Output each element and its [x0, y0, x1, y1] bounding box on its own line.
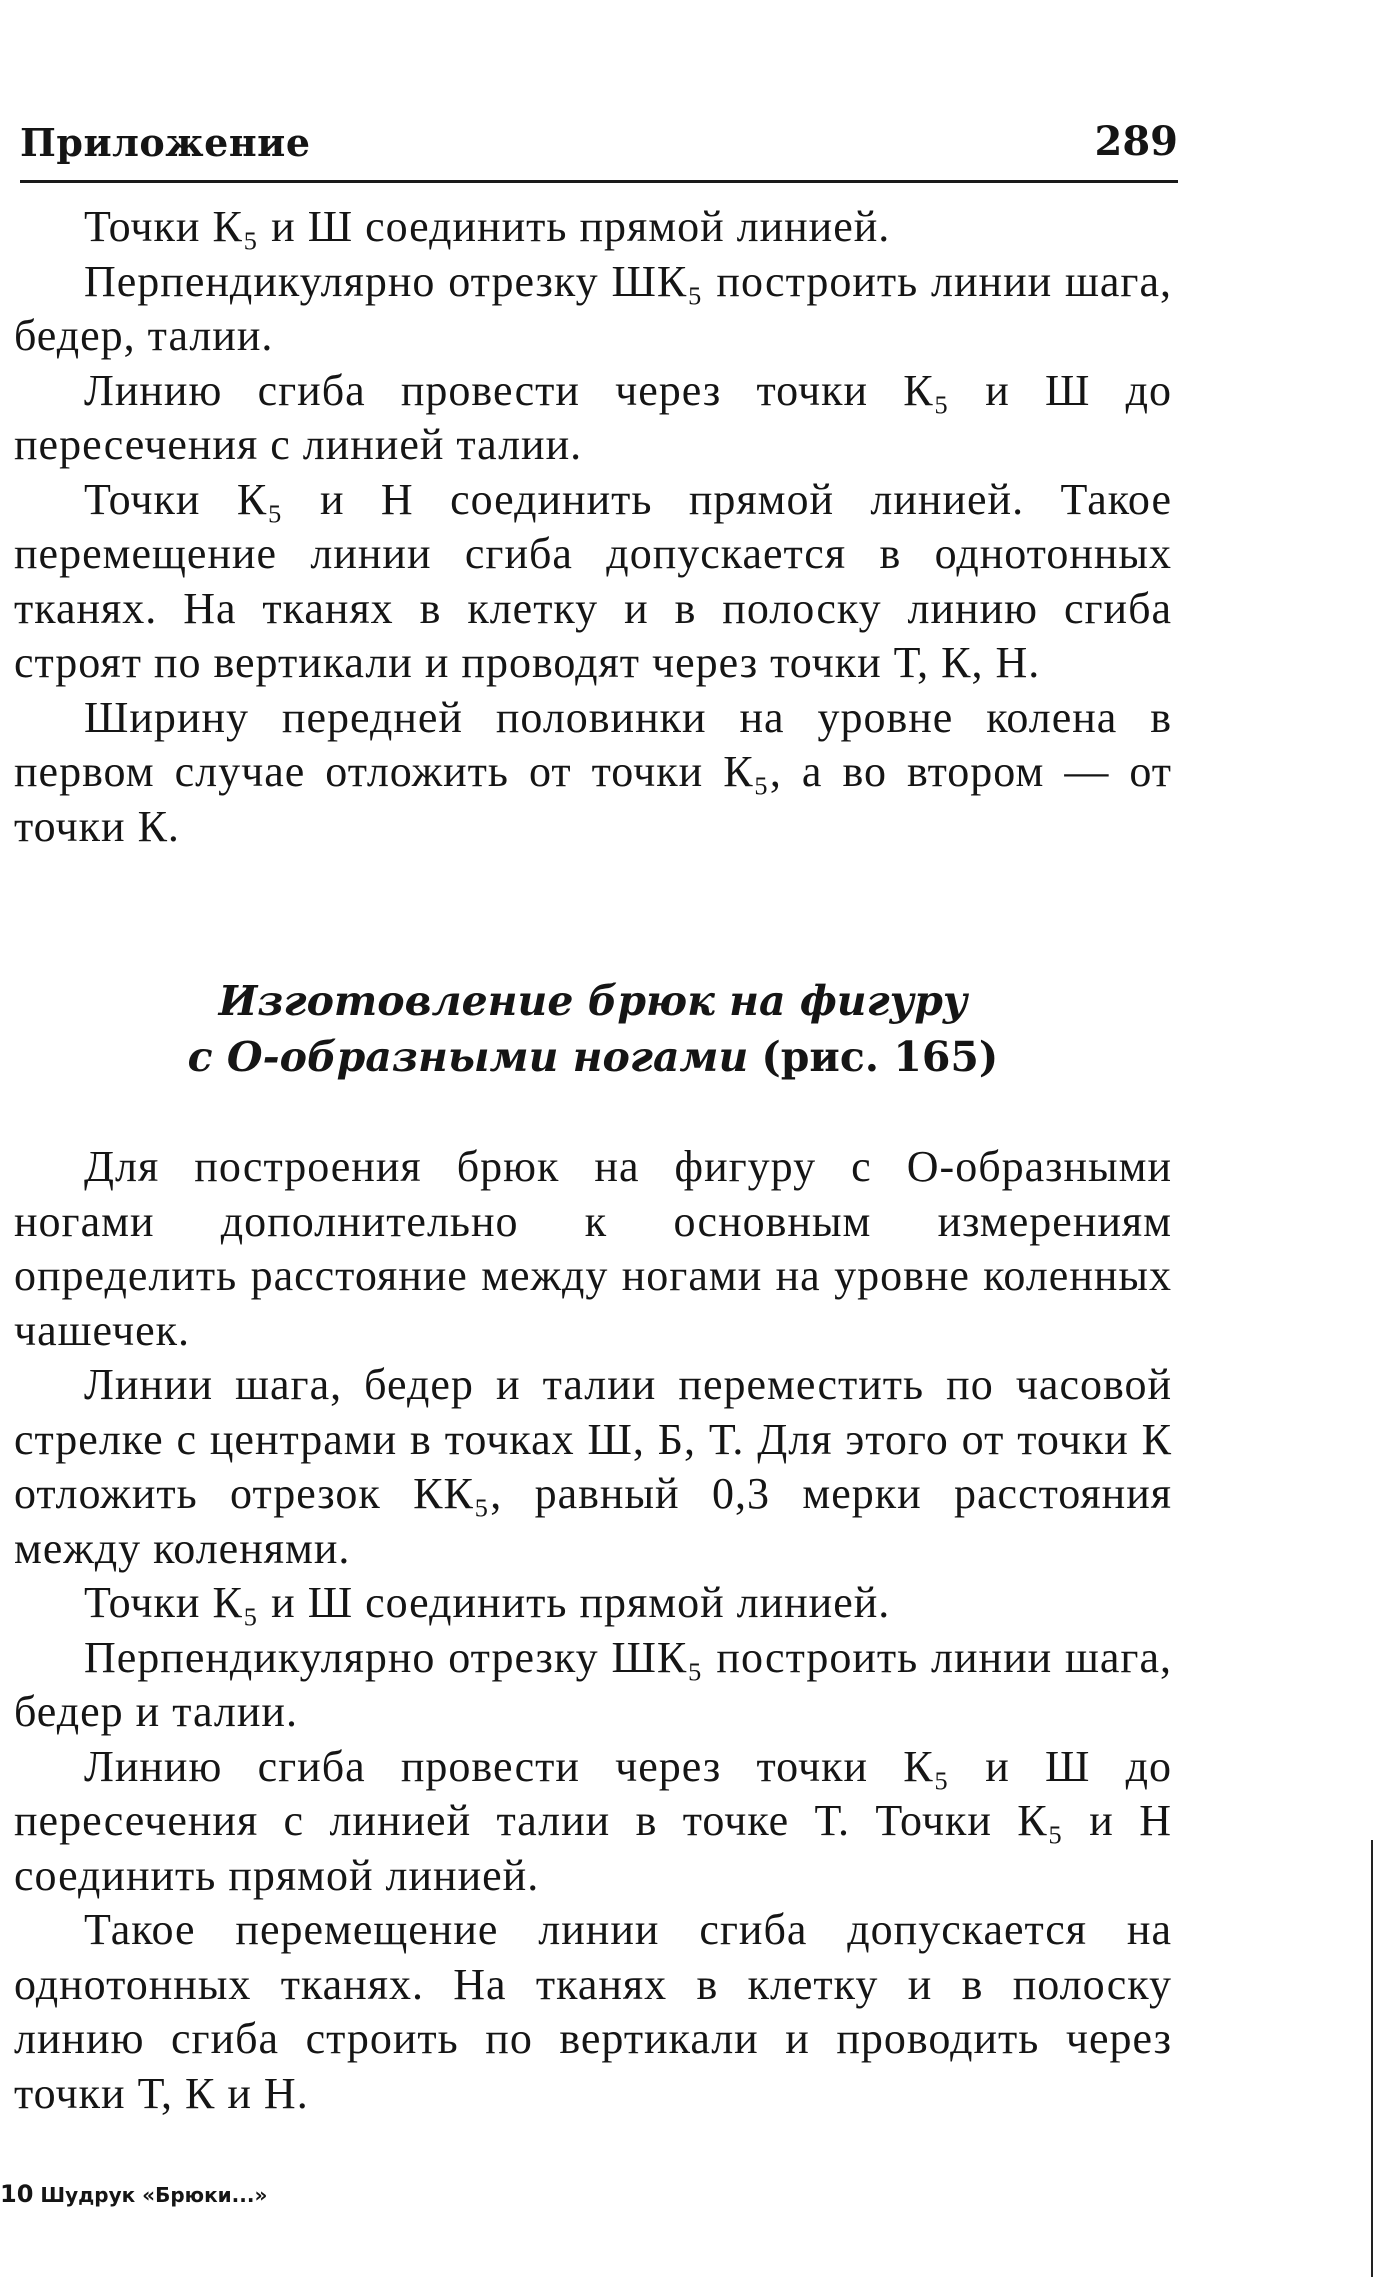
signature-footer [0, 2180, 267, 2208]
paragraph: Перпендикулярно отрезку ШК₅ построить линии шага, бедер, талии. [14, 256, 1172, 360]
section-one-text [14, 200, 1172, 854]
paragraph: Для построения брюк на фигуру с О-образными ногами дополнительно к основным измерениям определить расстояние между ногами на уровне коленных чашечек. [14, 1142, 1172, 1355]
section-two-text [14, 1140, 1172, 2121]
paragraph: Линию сгиба провести через точки К₅ и Ш до пересечения с линией талии в точке Т. Точки К₅ и Н соединить прямой линией. [14, 1741, 1172, 1900]
paragraph: Линию сгиба провести через точки К₅ и Ш до пересечения с линией талии. [14, 365, 1172, 469]
running-header [20, 112, 1178, 183]
paragraph: Ширину передней половинки на уровне колена в первом случае отложить от точки К₅, а во втором — от точки К. [14, 692, 1172, 851]
paragraph: Перпендикулярно отрезку ШК₅ построить линии шага, бедер и талии. [14, 1632, 1172, 1736]
paragraph: Линии шага, бедер и талии переместить по часовой стрелке с центрами в точках Ш, Б, Т. Для этого от точки К отложить отрезок КК₅, равный 0,3 мерки расстояния между коленями. [14, 1360, 1172, 1573]
figure-reference: (рис. 165) [761, 1033, 999, 1081]
section-heading [14, 973, 1172, 1085]
header-title: Приложение [20, 120, 311, 165]
signature-text: Шудрук «Брюки...» [40, 2183, 268, 2207]
paragraph: Такое перемещение линии сгиба допускается на однотонных тканях. На тканях в клетку и в полоску линию сгиба строить по вертикали и проводить через точки Т, К и Н. [14, 1905, 1172, 2118]
heading-line-2: с О-образными ногами [187, 1033, 749, 1081]
signature-number: 10 [0, 2180, 34, 2208]
heading-line-1: Изготовление брюк на фигуру [218, 977, 968, 1025]
paragraph: Точки К₅ и Ш соединить прямой линией. [84, 202, 891, 251]
paragraph: Точки К₅ и Н соединить прямой линией. Такое перемещение линии сгиба допускается в однотонных тканях. На тканях в клетку и в полоску линию сгиба строят по вертикали и проводят через точки Т, К, Н. [14, 474, 1172, 687]
page-number: 289 [1094, 118, 1178, 165]
paragraph: Точки К₅ и Ш соединить прямой линией. [84, 1578, 891, 1627]
